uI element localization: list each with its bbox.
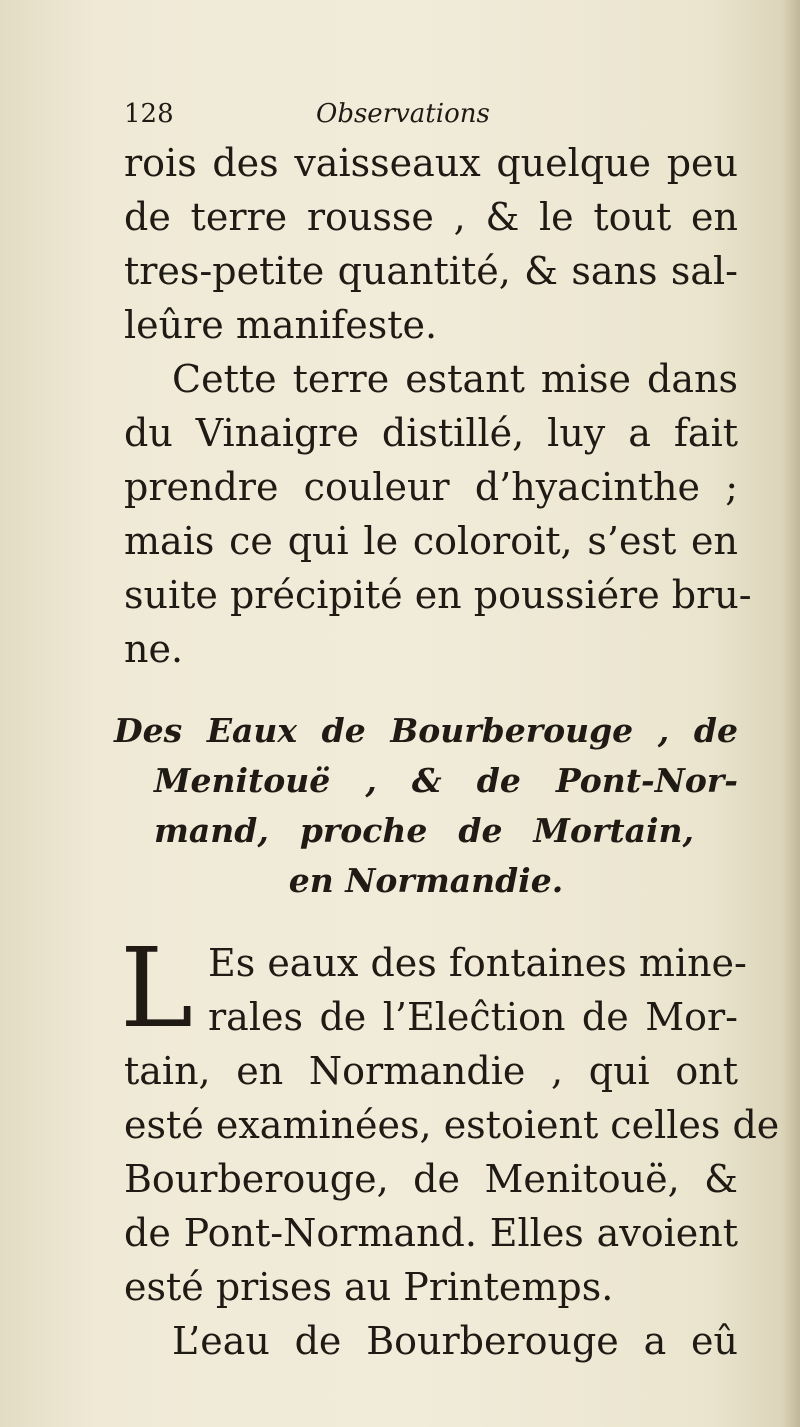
drop-cap: L — [120, 924, 194, 1052]
text-line: Bourberouge, de Menitouë, & — [124, 1157, 738, 1201]
heading-line: en Normandie. — [288, 861, 564, 900]
text-line: du Vinaigre distillé, luy a fait — [124, 411, 738, 455]
text-line: prendre couleur d’hyacinthe ; — [124, 465, 738, 509]
text-line: Cette terre estant mise dans — [172, 357, 738, 401]
paragraph-bourberouge — [124, 1314, 738, 1368]
running-header — [124, 92, 738, 136]
section-heading — [114, 706, 738, 906]
text-line: ne. — [124, 627, 184, 671]
text-line: esté prises au Printemps. — [124, 1265, 614, 1309]
spacer — [124, 676, 738, 706]
running-title: Observations — [316, 99, 490, 129]
paragraph-vinegar — [124, 352, 752, 676]
text-line: rois des vaisseaux quelque peu — [124, 141, 738, 185]
text-line: tain, en Normandie , qui ont — [124, 1049, 738, 1093]
page-number: 128 — [124, 99, 174, 129]
text-line: de Pont-Normand. Elles avoient — [124, 1211, 738, 1255]
text-line: leûre manifeste. — [124, 303, 438, 347]
heading-line: Des Eaux de Bourberouge , de — [114, 711, 738, 750]
heading-line: Menitouë , & de Pont-Nor- — [154, 761, 738, 800]
heading-line: mand, proche de Mortain, — [154, 811, 694, 850]
text-line: mais ce qui le coloroit, s’est en — [124, 519, 738, 563]
text-line: suite précipité en poussiére bru- — [124, 573, 752, 617]
text-line: esté examinées, estoient celles de — [124, 1103, 780, 1147]
text-line: rales de l’Eleĉtion de Mor- — [208, 995, 738, 1039]
text-line: Es eaux des fontaines mine- — [208, 941, 747, 985]
paragraph-continued — [124, 136, 738, 352]
text-line: de terre rousse , & le tout en — [124, 195, 738, 239]
text-line: L’eau de Bourberouge a eû — [172, 1319, 738, 1363]
spacer — [124, 906, 738, 936]
text-line: tres-petite quantité, & sans sal- — [124, 249, 738, 293]
page-edge-shadow — [782, 0, 800, 1427]
page-text — [114, 92, 780, 1368]
paragraph-with-dropcap — [120, 924, 780, 1314]
